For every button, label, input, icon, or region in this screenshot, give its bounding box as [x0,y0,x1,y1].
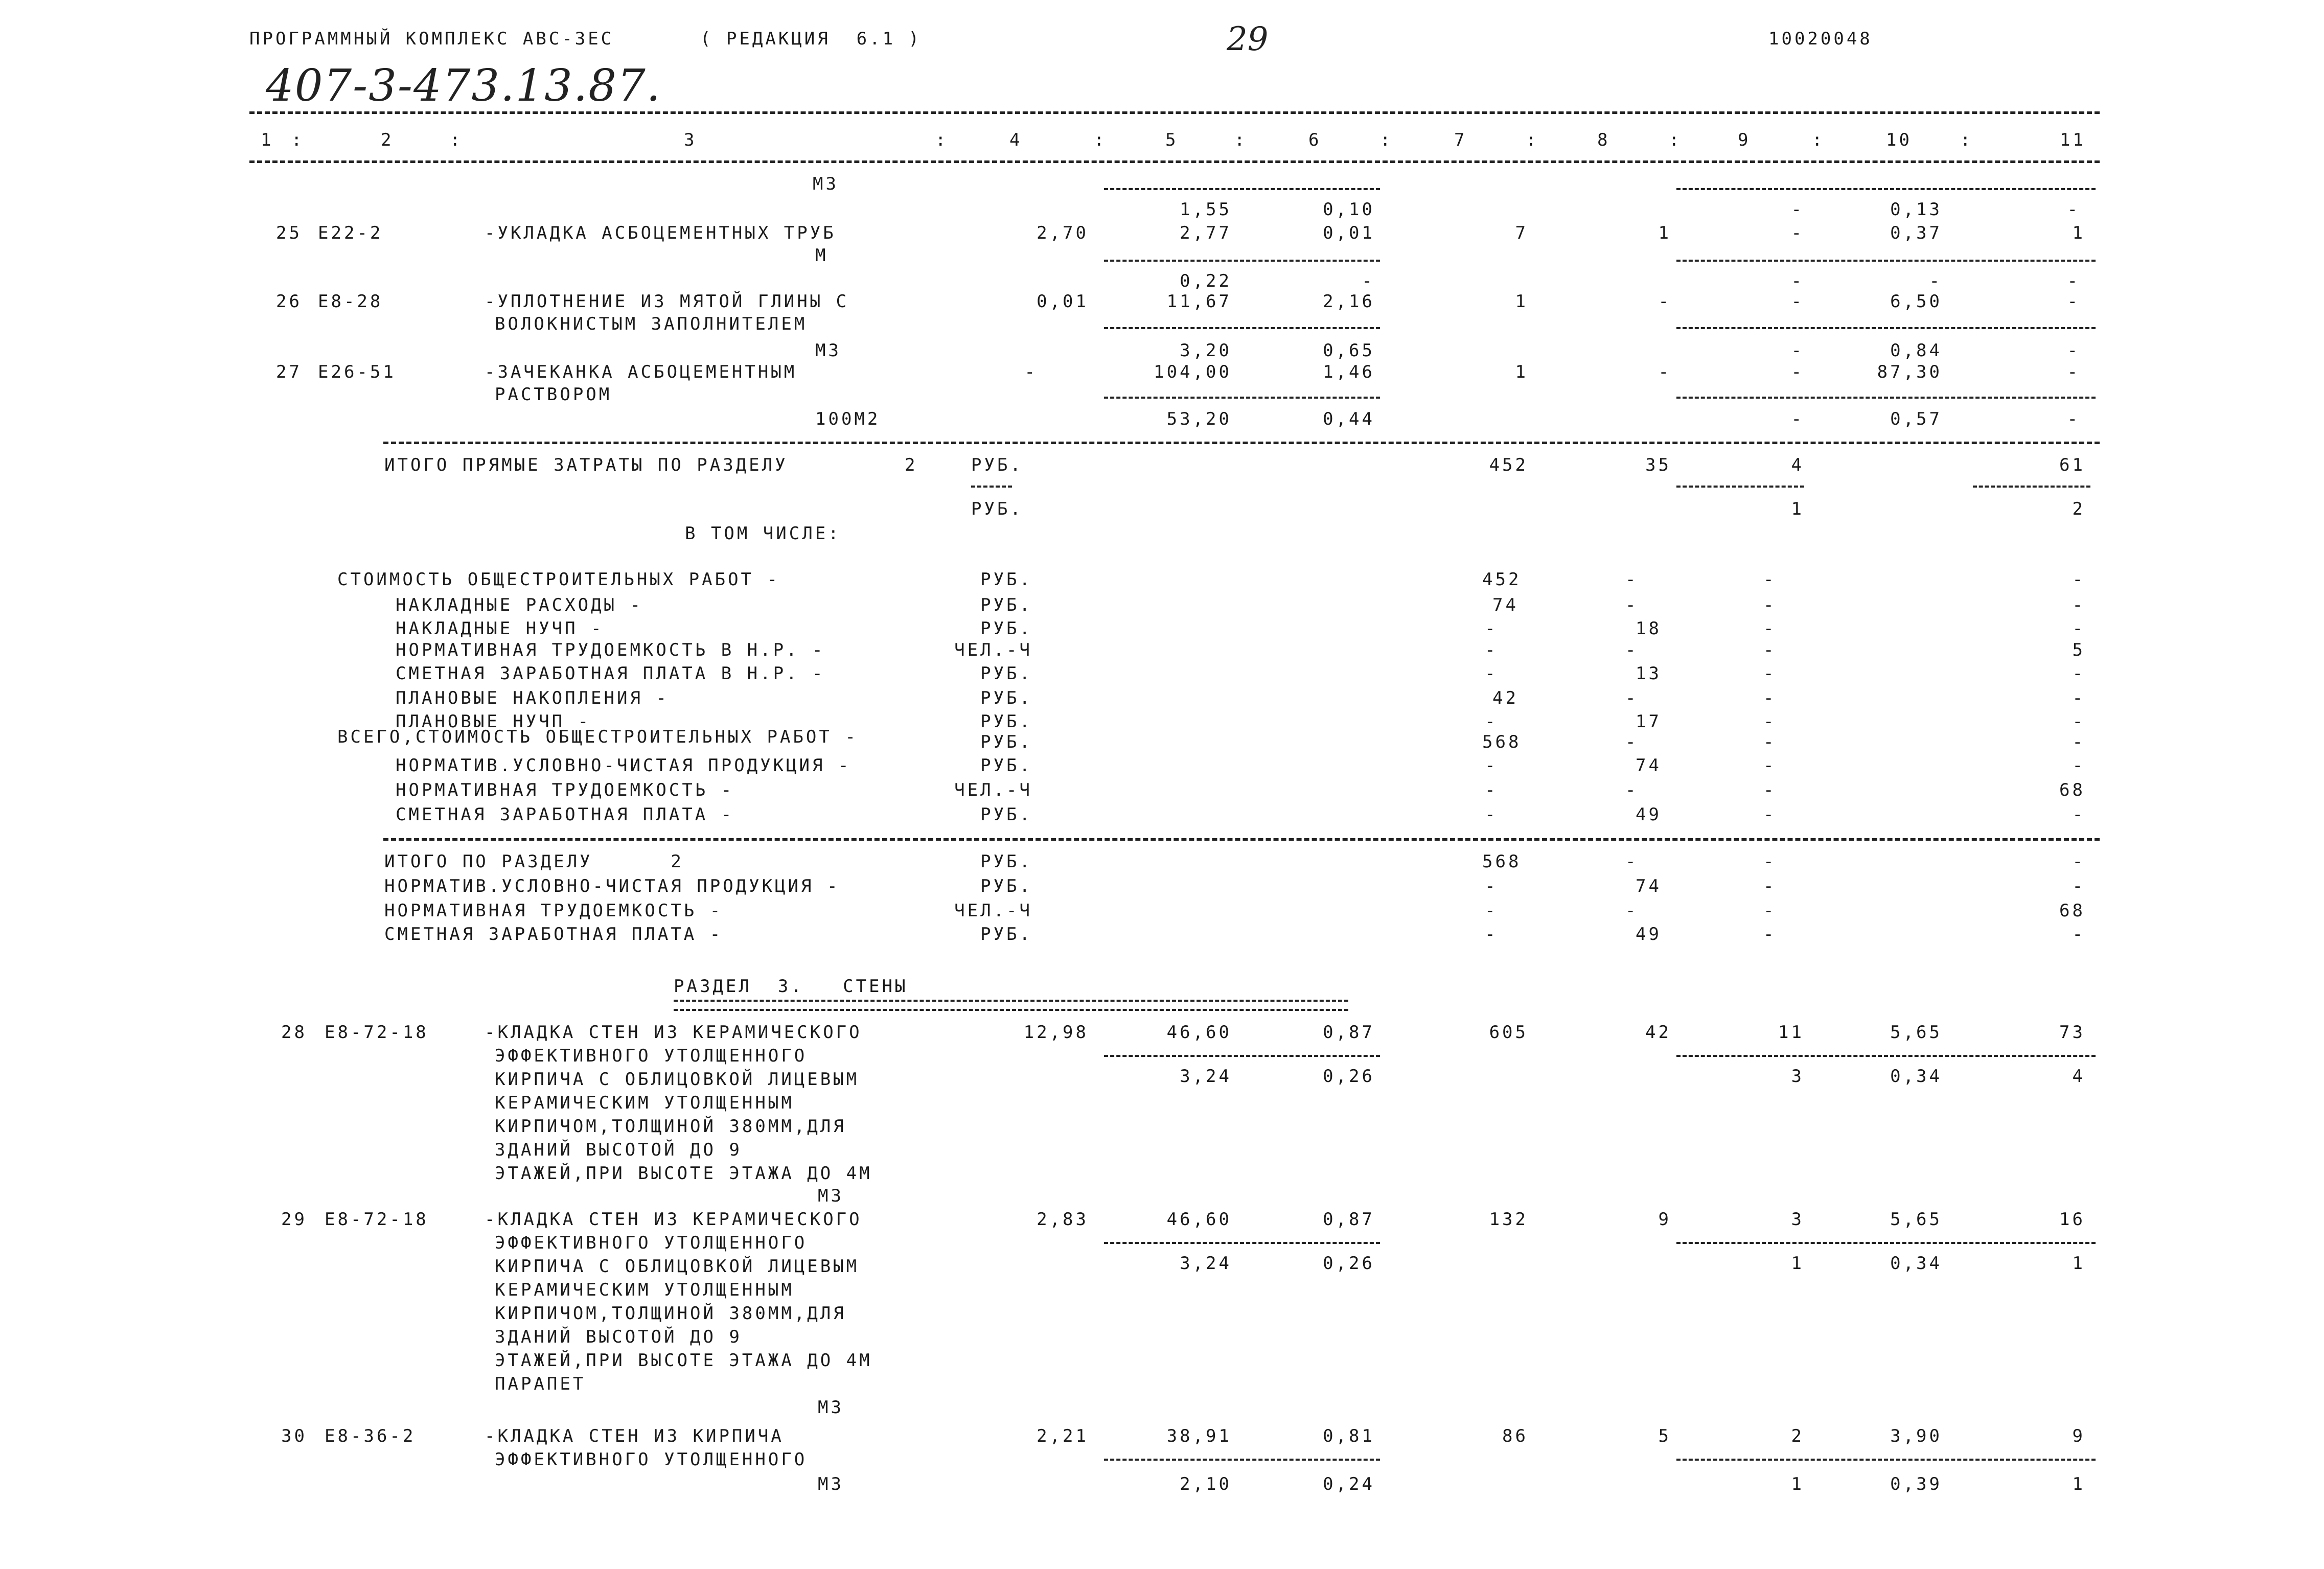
row-rule [1676,1055,2096,1057]
header-top-rule [249,111,2100,114]
value-c7: 568 [1482,851,1522,872]
value-c8: 17 [1636,711,1662,732]
value-c10: 0,39 [1890,1474,1942,1494]
value-c9: 4 [1791,455,1804,475]
value-c7: 452 [1489,455,1528,475]
value-c6: 0,24 [1323,1474,1375,1494]
item-description: ЭТАЖЕЙ,ПРИ ВЫСОТЕ ЭТАЖА ДО 4М [495,1163,872,1184]
value-c5: 38,91 [1166,1426,1232,1446]
col-header-8: 8 [1597,130,1610,150]
value-c10: 0,57 [1890,409,1942,429]
value-c11: - [2067,409,2080,429]
value-c7: - [1485,663,1498,684]
value-c10: 0,34 [1890,1253,1942,1274]
value-c8: - [1658,362,1671,382]
value-c11: - [2072,924,2085,944]
value-c8: - [1625,688,1639,708]
summary-label: НОРМАТИВ.УСЛОВНО-ЧИСТАЯ ПРОДУКЦИЯ - [384,876,840,896]
summary-label: СМЕТНАЯ ЗАРАБОТНАЯ ПЛАТА В Н.Р. - [396,663,825,684]
value-c5: 2,10 [1180,1474,1232,1494]
item-description: ЭФФЕКТИВНОГО УТОЛЩЕННОГО [495,1233,808,1253]
item-description: -КЛАДКА СТЕН ИЗ КЕРАМИЧЕСКОГО [485,1022,862,1043]
col-header-1: 1 [261,130,274,150]
col-separator: : [291,130,305,150]
value-c6: 0,87 [1323,1209,1375,1230]
value-c11: - [2072,732,2085,752]
col-header-4: 4 [1009,130,1023,150]
col-header-2: 2 [381,130,394,150]
value-c7: - [1485,780,1498,800]
value-c9: - [1763,851,1777,872]
item-quantity: 0,01 [1037,291,1089,312]
unit: РУБ. [980,618,1032,639]
value-c8: - [1658,291,1671,312]
value-c9: 11 [1778,1022,1804,1043]
value-c10: 87,30 [1877,362,1942,382]
value-c7: 452 [1482,569,1522,590]
unit: РУБ. [980,804,1032,825]
row-rule [1676,486,1804,488]
value-c5: 46,60 [1166,1209,1232,1230]
col-header-7: 7 [1454,130,1467,150]
value-c6: 0,10 [1323,199,1375,220]
row-rule [1676,260,2096,262]
summary-label: ПЛАНОВЫЕ НУЧП - [396,711,591,732]
item-number: 30 [281,1426,307,1446]
col-header-10: 10 [1886,130,1912,150]
value-c6: 0,26 [1323,1253,1375,1274]
value-c6: 0,01 [1323,223,1375,243]
value-c11: - [2072,595,2085,615]
item-description: КИРПИЧА С ОБЛИЦОВКОЙ ЛИЦЕВЫМ [495,1069,860,1090]
value-c6: 2,16 [1323,291,1375,312]
row-rule [1676,327,2096,329]
value-c7: 1 [1515,362,1528,382]
value-c10: 0,37 [1890,223,1942,243]
item-number: 29 [281,1209,307,1230]
item-description: ЭФФЕКТИВНОГО УТОЛЩЕННОГО [495,1046,808,1066]
item-quantity: 2,70 [1037,223,1089,243]
value-c11: - [2067,199,2080,220]
item-code: Е26-51 [318,362,396,382]
value-c8: 49 [1636,804,1662,825]
unit: РУБ. [980,755,1032,776]
summary-label: НОРМАТИВ.УСЛОВНО-ЧИСТАЯ ПРОДУКЦИЯ - [396,755,852,776]
item-code: Е8-72-18 [325,1209,429,1230]
summary-label: ИТОГО ПО РАЗДЕЛУ 2 [384,851,684,872]
value-c11: - [2072,804,2085,825]
value-c10: - [1929,271,1942,291]
unit: М3 [813,174,839,194]
value-c8: - [1625,780,1639,800]
value-c11: 16 [2059,1209,2085,1230]
value-c9: - [1763,569,1777,590]
row-rule [1676,1242,2096,1244]
section-rule [383,838,2100,841]
summary-label: ПЛАНОВЫЕ НАКОПЛЕНИЯ - [396,688,669,708]
value-c5: 104,00 [1154,362,1232,382]
value-c9: - [1763,804,1777,825]
row-rule [1104,327,1380,329]
item-description: РАСТВОРОМ [495,384,612,405]
summary-label: НОРМАТИВНАЯ ТРУДОЕМКОСТЬ - [384,901,723,921]
item-quantity: 2,21 [1037,1426,1089,1446]
unit: ЧЕЛ.-Ч [954,901,1032,921]
value-c10: 0,34 [1890,1066,1942,1087]
document-code: 10020048 [1768,29,1873,49]
item-quantity: 12,98 [1023,1022,1089,1043]
value-c5: 3,24 [1180,1253,1232,1274]
value-c9: - [1763,876,1777,896]
item-description: -УКЛАДКА АСБОЦЕМЕНТНЫХ ТРУБ [485,223,836,243]
item-description: КИРПИЧА С ОБЛИЦОВКОЙ ЛИЦЕВЫМ [495,1256,860,1277]
value-c7: - [1485,901,1498,921]
value-c11: - [2072,755,2085,776]
value-c8: 5 [1658,1426,1671,1446]
value-c10: 3,90 [1890,1426,1942,1446]
value-c11: 68 [2059,901,2085,921]
value-c5: 2,77 [1180,223,1232,243]
col-header-5: 5 [1165,130,1179,150]
value-c9: - [1763,640,1777,660]
value-c8: - [1625,901,1639,921]
value-c10: 0,84 [1890,340,1942,361]
summary-label: НОРМАТИВНАЯ ТРУДОЕМКОСТЬ В Н.Р. - [396,640,825,660]
row-rule [971,486,1012,488]
unit: М [815,245,829,266]
page-number: 29 [1227,20,1269,58]
unit: М3 [818,1474,844,1494]
value-c7: - [1485,924,1498,944]
value-c8: - [1625,595,1639,615]
value-c7: 568 [1482,732,1522,752]
value-c10: 5,65 [1890,1209,1942,1230]
row-rule [1104,1459,1380,1461]
unit: РУБ. [980,711,1032,732]
value-c8: - [1625,569,1639,590]
unit: М3 [815,340,841,361]
item-description: -КЛАДКА СТЕН ИЗ КИРПИЧА [485,1426,784,1446]
col-separator: : [1812,130,1825,150]
value-c11: 2 [2072,499,2085,519]
item-description: -ЗАЧЕКАНКА АСБОЦЕМЕНТНЫМ [485,362,797,382]
unit: РУБ. [980,569,1032,590]
value-c9: - [1791,199,1804,220]
item-number: 27 [276,362,302,382]
value-c9: - [1763,732,1777,752]
item-code: Е22-2 [318,223,383,243]
value-c11: - [2072,618,2085,639]
value-c5: 53,20 [1166,409,1232,429]
unit: РУБ. [980,663,1032,684]
value-c9: - [1791,271,1804,291]
value-c11: 1 [2072,1253,2085,1274]
program-title: ПРОГРАММНЫЙ КОМПЛЕКС АВС-ЗЕС [249,29,614,49]
item-description: ПАРАПЕТ [495,1374,586,1394]
value-c10: 6,50 [1890,291,1942,312]
col-header-11: 11 [2060,130,2086,150]
row-rule [1676,188,2096,190]
handwritten-project-code: 407-3-473.13.87. [266,60,662,111]
value-c9: - [1763,618,1777,639]
value-c7: 132 [1489,1209,1528,1230]
summary-label: СМЕТНАЯ ЗАРАБОТНАЯ ПЛАТА - [384,924,723,944]
value-c9: - [1791,362,1804,382]
value-c8: 18 [1636,618,1662,639]
value-c8: 9 [1658,1209,1671,1230]
item-description: КИРПИЧОМ,ТОЛЩИНОЙ 380ММ,ДЛЯ [495,1303,846,1324]
summary-label: НАКЛАДНЫЕ НУЧП - [396,618,604,639]
col-separator: : [1234,130,1248,150]
value-c9: - [1763,901,1777,921]
value-c9: 3 [1791,1066,1804,1087]
item-description: ЭТАЖЕЙ,ПРИ ВЫСОТЕ ЭТАЖА ДО 4М [495,1350,872,1371]
row-rule [1104,1055,1380,1057]
value-c7: - [1485,804,1498,825]
value-c11: - [2067,340,2080,361]
item-number: 26 [276,291,302,312]
value-c7: - [1485,711,1498,732]
value-c11: 9 [2072,1426,2085,1446]
value-c8: 49 [1636,924,1662,944]
value-c10: 5,65 [1890,1022,1942,1043]
value-c8: - [1625,732,1639,752]
section-rule [383,442,2100,444]
col-separator: : [1526,130,1539,150]
value-c5: 3,24 [1180,1066,1232,1087]
value-c8: - [1625,851,1639,872]
value-c8: 74 [1636,755,1662,776]
value-c7: - [1485,618,1498,639]
item-code: Е8-36-2 [325,1426,416,1446]
value-c9: - [1791,409,1804,429]
value-c6: 0,87 [1323,1022,1375,1043]
including-label: В ТОМ ЧИСЛЕ: [685,523,841,544]
section-number: 2 [905,455,918,475]
value-c11: 68 [2059,780,2085,800]
item-description: КИРПИЧОМ,ТОЛЩИНОЙ 380ММ,ДЛЯ [495,1116,846,1137]
item-code: Е8-72-18 [325,1022,429,1043]
unit: РУБ. [980,851,1032,872]
col-separator: : [935,130,949,150]
item-description: КЕРАМИЧЕСКИМ УТОЛЩЕННЫМ [495,1093,794,1113]
col-header-6: 6 [1308,130,1322,150]
value-c9: - [1791,223,1804,243]
value-c9: - [1763,780,1777,800]
summary-label: СТОИМОСТЬ ОБЩЕСТРОИТЕЛЬНЫХ РАБОТ - [337,569,780,590]
value-c7: 74 [1492,595,1518,615]
item-description: ЗДАНИЙ ВЫСОТОЙ ДО 9 [495,1140,742,1160]
row-rule [1676,397,2096,399]
row-rule [1104,260,1380,262]
value-c11: 1 [2072,223,2085,243]
value-c6: - [1362,271,1375,291]
value-c11: - [2072,569,2085,590]
value-c9: - [1763,924,1777,944]
col-header-9: 9 [1738,130,1751,150]
unit: 100М2 [815,409,881,429]
item-description: ЭФФЕКТИВНОГО УТОЛЩЕННОГО [495,1449,808,1470]
value-c6: 0,81 [1323,1426,1375,1446]
section-title-underline [674,1000,1348,1011]
value-c8: 74 [1636,876,1662,896]
edition-label: ( РЕДАКЦИЯ 6.1 ) [700,29,922,49]
summary-label: СМЕТНАЯ ЗАРАБОТНАЯ ПЛАТА - [396,804,734,825]
value-c9: 1 [1791,1474,1804,1494]
value-c9: - [1791,340,1804,361]
value-c11: - [2072,876,2085,896]
value-c9: - [1763,688,1777,708]
summary-label: НАКЛАДНЫЕ РАСХОДЫ - [396,595,643,615]
value-c8: 42 [1645,1022,1671,1043]
value-c11: - [2072,688,2085,708]
unit: РУБ. [980,876,1032,896]
item-number: 25 [276,223,302,243]
value-c9: - [1763,711,1777,732]
item-description: КЕРАМИЧЕСКИМ УТОЛЩЕННЫМ [495,1280,794,1300]
col-separator: : [1380,130,1393,150]
section-title: РАЗДЕЛ 3. СТЕНЫ [674,976,908,997]
unit: РУБ. [980,924,1032,944]
value-c8: 1 [1658,223,1671,243]
value-c7: 86 [1502,1426,1528,1446]
value-c7: - [1485,755,1498,776]
value-c11: - [2067,362,2080,382]
col-separator: : [1094,130,1107,150]
unit: РУБ. [980,595,1032,615]
value-c7: 605 [1489,1022,1528,1043]
value-c9: 1 [1791,1253,1804,1274]
row-rule [1104,397,1380,399]
value-c6: 0,65 [1323,340,1375,361]
unit: ЧЕЛ.-Ч [954,780,1032,800]
item-number: 28 [281,1022,307,1043]
value-c11: - [2067,291,2080,312]
col-separator: : [1960,130,1973,150]
value-c8: 13 [1636,663,1662,684]
value-c11: 4 [2072,1066,2085,1087]
value-c6: 1,46 [1323,362,1375,382]
value-c11: - [2072,711,2085,732]
value-c5: 11,67 [1166,291,1232,312]
col-separator: : [450,130,463,150]
unit: РУБ. [971,455,1023,475]
item-description: -УПЛОТНЕНИЕ ИЗ МЯТОЙ ГЛИНЫ С [485,291,849,312]
value-c11: 1 [2072,1474,2085,1494]
value-c11: - [2072,851,2085,872]
col-header-3: 3 [684,130,697,150]
value-c7: 1 [1515,291,1528,312]
unit: РУБ. [980,732,1032,752]
row-rule [1973,486,2090,488]
value-c7: - [1485,876,1498,896]
item-code: Е8-28 [318,291,383,312]
value-c5: 1,55 [1180,199,1232,220]
col-separator: : [1669,130,1682,150]
item-quantity: - [1024,362,1038,382]
value-c11: - [2072,663,2085,684]
item-quantity: 2,83 [1037,1209,1089,1230]
value-c9: - [1763,595,1777,615]
value-c8: 35 [1645,455,1671,475]
value-c9: - [1763,663,1777,684]
value-c10: 0,13 [1890,199,1942,220]
value-c6: 0,26 [1323,1066,1375,1087]
unit: М3 [818,1397,844,1418]
unit: М3 [818,1186,844,1206]
value-c11: 5 [2072,640,2085,660]
item-description: ВОЛОКНИСТЫМ ЗАПОЛНИТЕЛЕМ [495,314,808,334]
unit: РУБ. [971,499,1023,519]
value-c11: 61 [2059,455,2085,475]
unit: ЧЕЛ.-Ч [954,640,1032,660]
value-c5: 46,60 [1166,1022,1232,1043]
row-rule [1104,1242,1380,1244]
value-c6: 0,44 [1323,409,1375,429]
header-bottom-rule [249,160,2100,163]
value-c5: 0,22 [1180,271,1232,291]
row-rule [1676,1459,2096,1461]
item-description: ЗДАНИЙ ВЫСОТОЙ ДО 9 [495,1327,742,1347]
summary-label: НОРМАТИВНАЯ ТРУДОЕМКОСТЬ - [396,780,734,800]
value-c9: 2 [1791,1426,1804,1446]
value-c9: - [1791,291,1804,312]
value-c8: - [1625,640,1639,660]
value-c11: - [2067,271,2080,291]
value-c9: 3 [1791,1209,1804,1230]
section-total-label: ИТОГО ПРЯМЫЕ ЗАТРАТЫ ПО РАЗДЕЛУ [384,455,788,475]
value-c11: 73 [2059,1022,2085,1043]
unit: РУБ. [980,688,1032,708]
row-rule [1104,188,1380,190]
value-c7: 42 [1492,688,1518,708]
item-description: -КЛАДКА СТЕН ИЗ КЕРАМИЧЕСКОГО [485,1209,862,1230]
summary-label: ВСЕГО,СТОИМОСТЬ ОБЩЕСТРОИТЕЛЬНЫХ РАБОТ - [337,727,858,747]
value-c5: 3,20 [1180,340,1232,361]
value-c9: - [1763,755,1777,776]
value-c7: - [1485,640,1498,660]
value-c7: 7 [1515,223,1528,243]
value-c9: 1 [1791,499,1804,519]
